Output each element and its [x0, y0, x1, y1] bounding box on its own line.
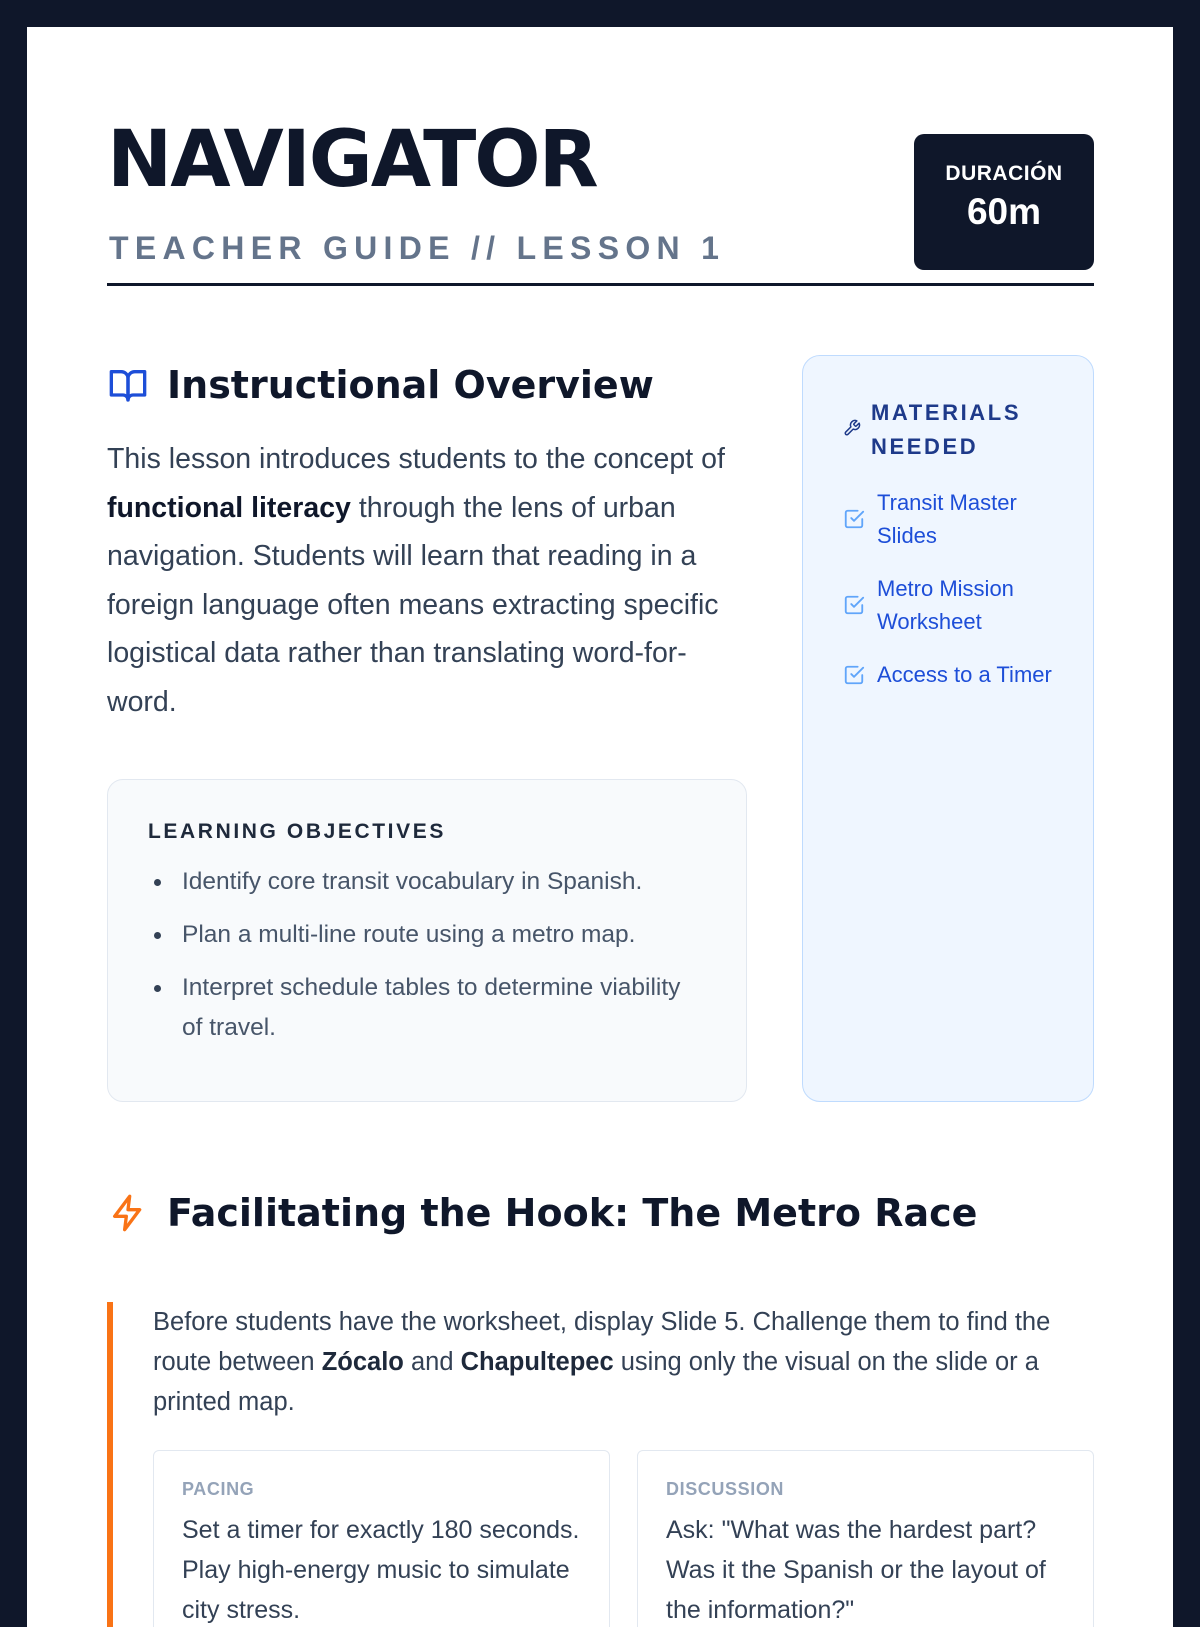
page-header [107, 115, 1094, 280]
material-label: Access to a Timer [877, 662, 1052, 687]
page-subtitle: TEACHER GUIDE // LESSON 1 [109, 230, 726, 266]
card-label: PACING [182, 1479, 255, 1499]
objectives-list [148, 862, 706, 1048]
hook-paragraph [153, 1302, 1094, 1422]
overview-paragraph [107, 435, 747, 726]
card-text: Ask: "What was the hardest part? Was it the Spanish or the layout of the information?" [666, 1516, 1046, 1624]
hook-cards [153, 1450, 1094, 1627]
material-label: Transit Master Slides [877, 490, 1017, 548]
list-item [843, 658, 1063, 691]
hook-text-2: and [403, 1348, 461, 1376]
hook-station-2: Chapultepec [460, 1348, 614, 1376]
lesson-page [27, 27, 1173, 1627]
material-label: Metro Mission Worksheet [877, 576, 1014, 634]
materials-list [843, 486, 1063, 691]
book-open-icon [107, 364, 149, 406]
checkbox-icon [843, 664, 865, 686]
hook-heading [107, 1185, 1094, 1241]
hook-text-1: Before students have the worksheet, display Slide 5. Challenge them to find the route between [153, 1308, 1051, 1376]
list-item: Interpret schedule tables to determine viability of travel. [148, 968, 706, 1048]
discussion-card [637, 1450, 1094, 1627]
pacing-card [153, 1450, 610, 1627]
hook-station-1: Zócalo [321, 1348, 404, 1376]
overview-text-2: through the lens of urban navigation. Students will learn that reading in a foreign language often means extracting specific logistical data rather than translating word-for-word. [107, 491, 719, 718]
overview-title: Instructional Overview [167, 363, 654, 407]
list-item: Identify core transit vocabulary in Spanish. [148, 862, 706, 902]
checkbox-icon [843, 508, 865, 530]
list-item [843, 486, 1063, 552]
duration-value: 60m [966, 191, 1042, 232]
overview-bold-term: functional literacy [107, 491, 351, 524]
header-divider [107, 283, 1094, 286]
materials-heading [843, 396, 1063, 464]
list-item [843, 572, 1063, 638]
hook-callout [107, 1302, 1094, 1627]
wrench-icon [843, 419, 861, 441]
materials-title: MATERIALS NEEDED [871, 400, 1022, 459]
checkbox-icon [843, 594, 865, 616]
overview-heading [107, 357, 747, 413]
hook-title: Facilitating the Hook: The Metro Race [167, 1191, 978, 1235]
objectives-title: LEARNING OBJECTIVES [148, 820, 446, 843]
page-title: NAVIGATOR [107, 115, 597, 205]
materials-sidebar [802, 355, 1094, 1102]
card-label: DISCUSSION [666, 1479, 785, 1499]
hook-section [107, 1185, 1094, 1624]
list-item: Plan a multi-line route using a metro map. [148, 915, 706, 955]
hook-text-3: using only the visual on the slide or a printed map. [153, 1348, 1039, 1416]
card-text: Set a timer for exactly 180 seconds. Play high-energy music to simulate city stress. [182, 1516, 580, 1624]
overview-text-1: This lesson introduces students to the concept of [107, 443, 725, 475]
duration-badge [914, 134, 1094, 270]
lightning-icon [107, 1192, 149, 1234]
overview-section [107, 357, 747, 726]
learning-objectives-card [107, 779, 747, 1102]
duration-label: DURACIÓN [945, 162, 1063, 185]
